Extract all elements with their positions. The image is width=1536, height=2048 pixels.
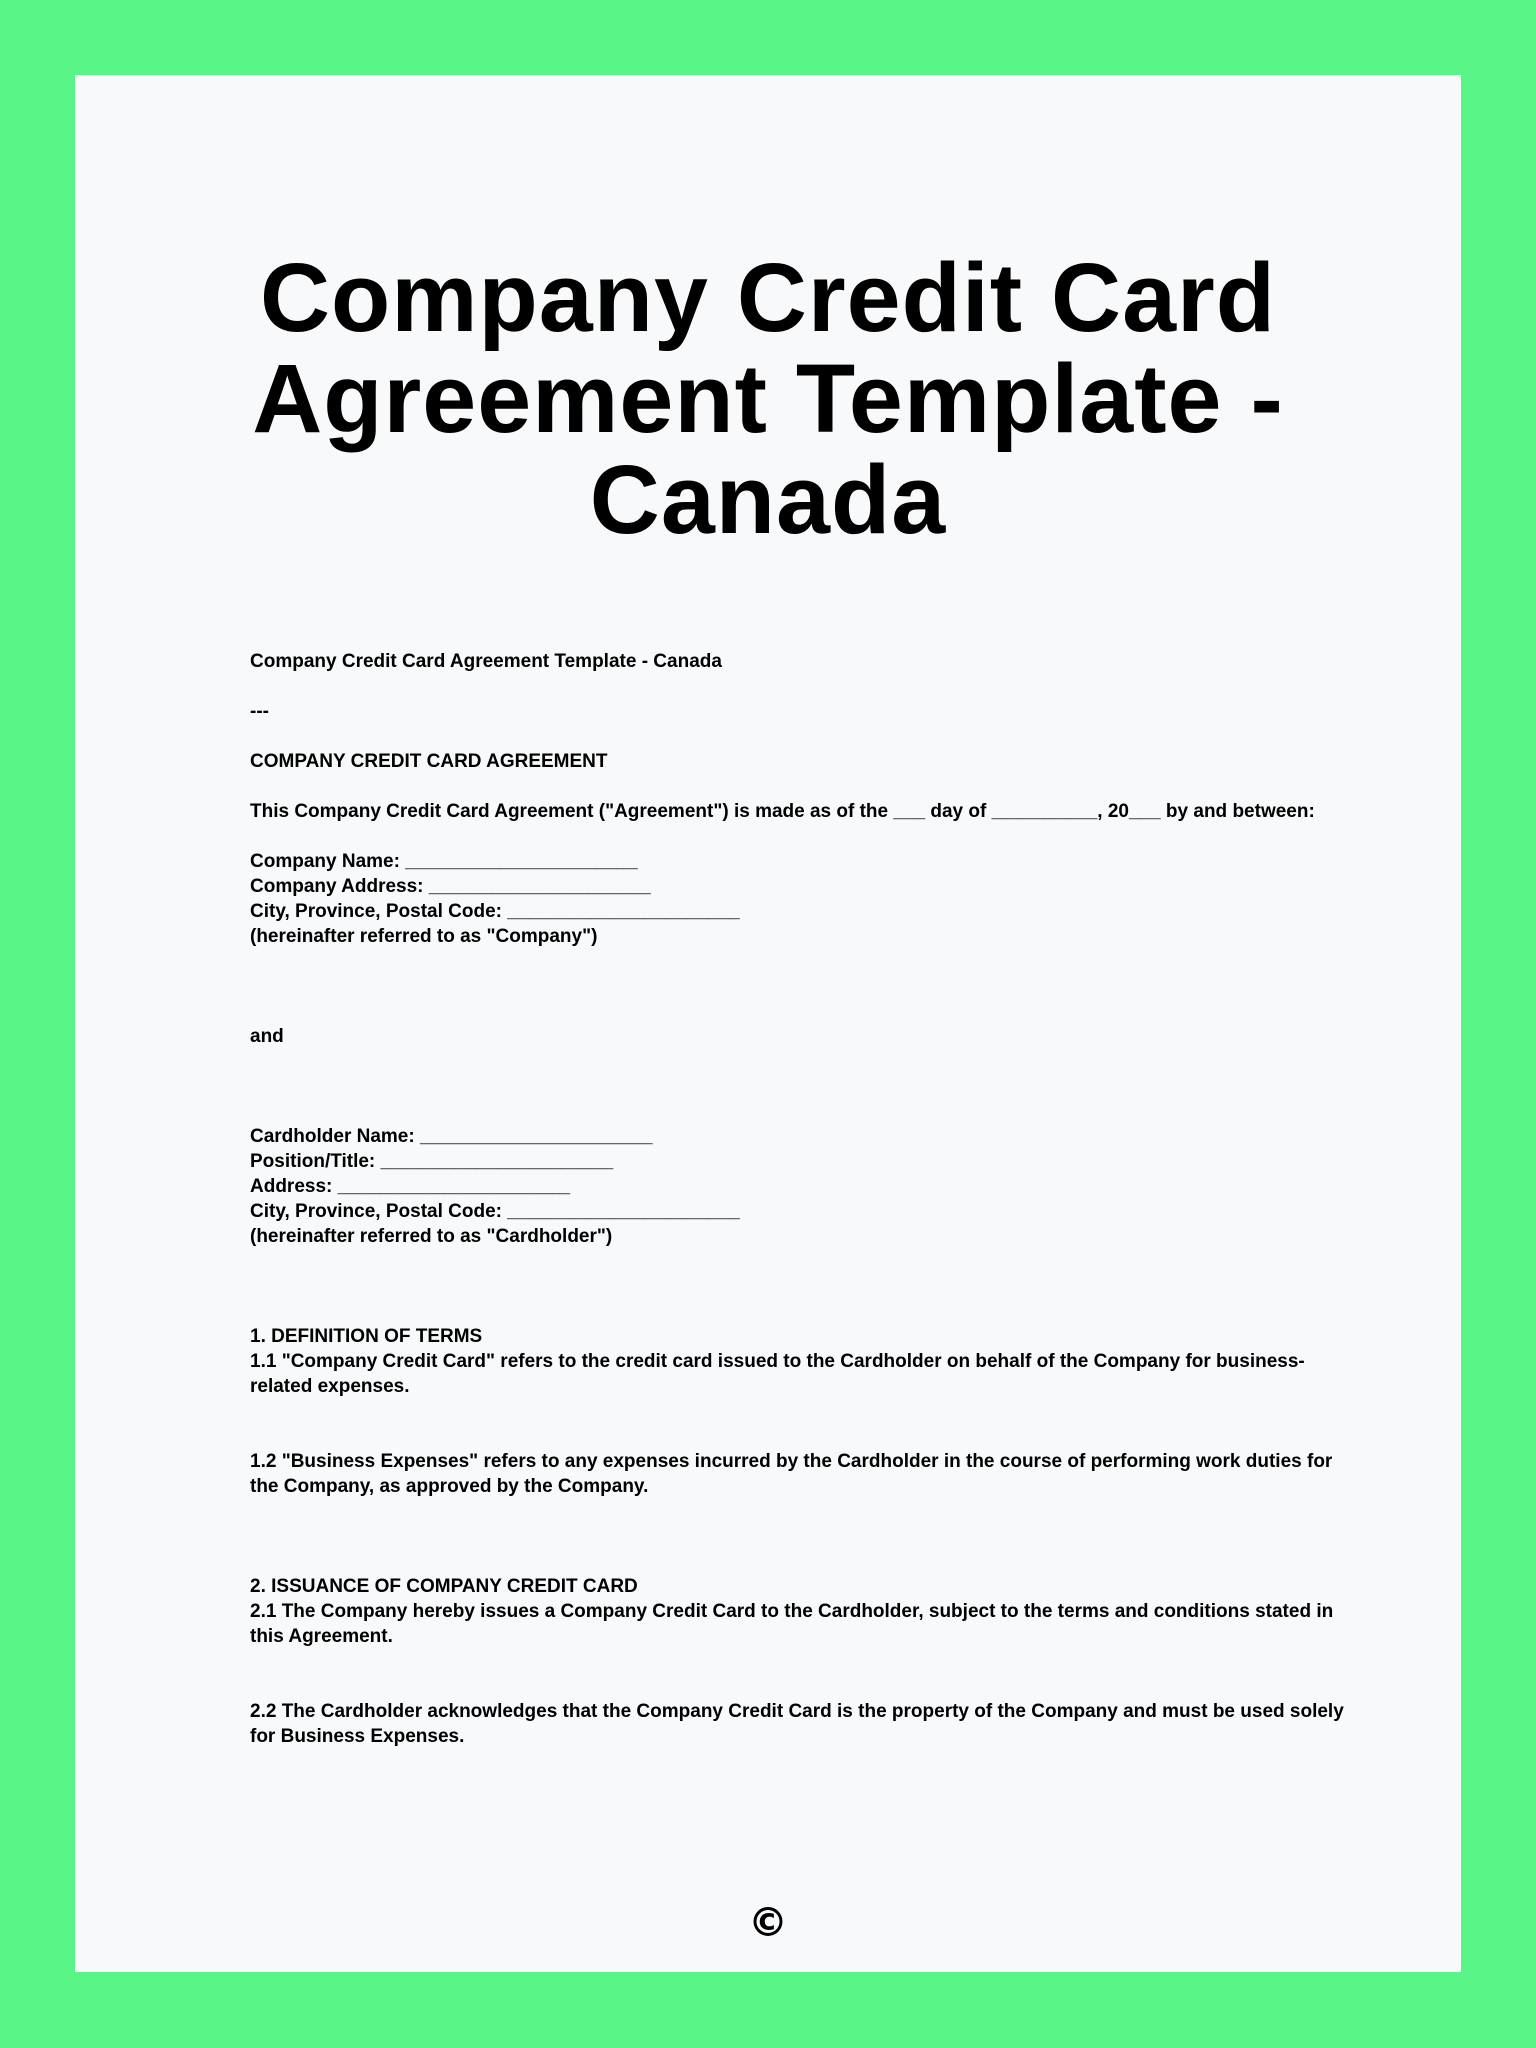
document-body [250, 649, 1350, 1749]
intro-paragraph: This Company Credit Card Agreement ("Agreement") is made as of the ___ day of __________, 20___ by and between: [250, 801, 1315, 822]
company-name-field: Company Name: ______________________ [250, 851, 638, 872]
document-title [75, 243, 1461, 554]
document-page [75, 75, 1461, 1972]
doc-heading: Company Credit Card Agreement Template - Canada [250, 651, 722, 672]
company-address-field: Company Address: _____________________ [250, 876, 651, 897]
cardholder-position-field: Position/Title: ______________________ [250, 1151, 614, 1172]
cardholder-reference: (hereinafter referred to as "Cardholder") [250, 1226, 613, 1247]
separator: --- [250, 701, 269, 722]
title-line-1: Company Credit Card [259, 243, 1277, 352]
section-1-heading: 1. DEFINITION OF TERMS [250, 1326, 483, 1347]
section-2-heading: 2. ISSUANCE OF COMPANY CREDIT CARD [250, 1576, 638, 1597]
agreement-heading: COMPANY CREDIT CARD AGREEMENT [250, 751, 608, 772]
copyright-icon: © [748, 1900, 788, 1946]
title-line-3: Canada [589, 445, 947, 554]
cardholder-name-field: Cardholder Name: ______________________ [250, 1126, 653, 1147]
section-2-1-text: 2.1 The Company hereby issues a Company Credit Card to the Cardholder, subject to the terms and conditions stated in this Agreement. [250, 1601, 1339, 1647]
cardholder-address-field: Address: ______________________ [250, 1176, 571, 1197]
cardholder-city-field: City, Province, Postal Code: ______________________ [250, 1201, 740, 1222]
company-reference: (hereinafter referred to as "Company") [250, 926, 598, 947]
and-text: and [250, 1026, 284, 1047]
title-line-2: Agreement Template - [252, 344, 1284, 453]
section-2-2-text: 2.2 The Cardholder acknowledges that the Company Credit Card is the property of the Company and must be used solely for Business Expenses. [250, 1701, 1350, 1747]
company-city-field: City, Province, Postal Code: ______________________ [250, 901, 740, 922]
section-1-2-text: 1.2 "Business Expenses" refers to any expenses incurred by the Cardholder in the course of performing work duties for the Company, as approved by the Company. [250, 1451, 1338, 1497]
section-1-1-text: 1.1 "Company Credit Card" refers to the credit card issued to the Cardholder on behalf of the Company for business-related expenses. [250, 1351, 1305, 1397]
